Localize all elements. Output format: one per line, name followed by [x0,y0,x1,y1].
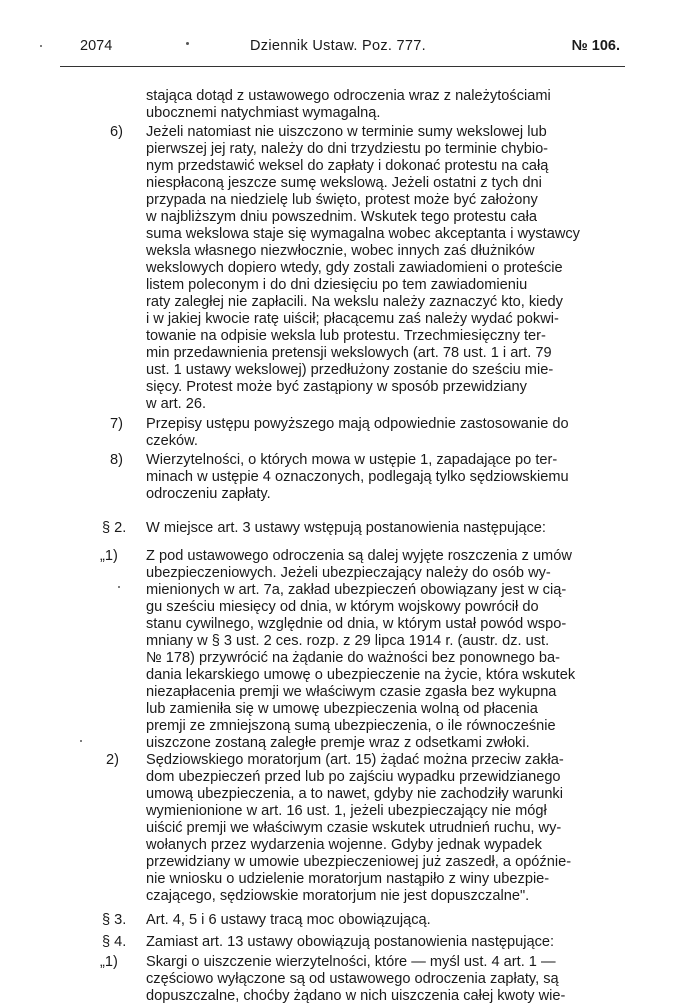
scan-speck [80,740,82,742]
text-line: Przepisy ustępu powyższego mają odpowiednie zastosowanie do [146,416,569,432]
text-line: w art. 26. [146,396,207,412]
section-text: Zamiast art. 13 ustawy obowiązują postanowienia następujące: [146,934,555,950]
text-line: umową ubezpieczenia, a to nawet, gdyby nie zachodziły warunki [146,786,563,802]
text-line: minach w ustępie 4 oznaczonych, podlegają tylko sędziowskiemu [146,469,569,485]
text-line: częściowo wyłączone są od ustawowego odroczenia zapłaty, są [146,971,559,987]
text-line: raty zaległej nie zapłacili. Na wekslu należy zaznaczyć kto, kiedy [146,294,563,310]
section-text: W miejsce art. 3 ustawy wstępują postanowienia następujące: [146,520,546,536]
text-line: Sędziowskiego moratorjum (art. 15) żądać można przeciw zakła- [146,752,564,768]
section-text: Art. 4, 5 i 6 ustawy tracą moc obowiązującą. [146,912,431,928]
text-line: i w jakiej kwocie ratę uiścił; płacącemu zaś należy wydać pokwi- [146,311,559,327]
item-number: 7) [110,416,123,432]
text-line: stająca dotąd z ustawowego odroczenia wraz z należytościami [146,88,551,104]
text-line: czającego, sędziowskie moratorjum nie jest dopuszczalne". [146,888,530,904]
text-line: w najbliższym dniu powszednim. Wskutek tego protestu cała [146,209,537,225]
text-line: № 178) przywrócić na żądanie do ważności bez ponownego ba- [146,650,560,666]
text-line: mienionych w art. 7a, zakład ubezpieczeń obowiązany jest w cią- [146,582,567,598]
page-number: 2074 [80,38,113,54]
text-line: uiszczone zostaną zaległe premje wraz z odsetkami zwłoki. [146,735,530,751]
text-line: ust. 1 ustawy wekslowej) przedłużony zostanie do sześciu mie- [146,362,554,378]
text-line: uiścić premji we właściwym czasie wskutek utrudnień ruchu, wy- [146,820,562,836]
text-line: dania lekarskiego umowę o ubezpieczenie na życie, która wskutek [146,667,576,683]
text-line: lub zamieniła się w umowę ubezpieczenia wolną od płacenia [146,701,538,717]
item-number: 6) [110,124,123,140]
item-number: 8) [110,452,123,468]
text-line: min przedawnienia pretensji wekslowych (art. 78 ust. 1 i art. 79 [146,345,552,361]
item-number: „1) [100,954,118,970]
text-line: stanu cywilnego, względnie od dnia, w którym ustał powód wspo- [146,616,567,632]
page-header [80,38,620,60]
text-line: przewidziany w umowie ubezpieczeniowej już zaszedł, a opóźnie- [146,854,572,870]
text-line: listem poleconym i do dni dziesięciu po tem zawiadomieniu [146,277,528,293]
text-line: wołanych przez wydarzenia wojenne. Gdyby jednak wypadek [146,837,542,853]
text-line: wymienionione w art. 16 ust. 1, jeżeli ubezpieczający nie mógł [146,803,547,819]
text-line: nie wniosku o udzielenie moratorjum nastąpiło z winy ubezpie- [146,871,550,887]
header-rule [60,66,625,67]
text-line: Wierzytelności, o których mowa w ustępie 1, zapadające po ter- [146,452,558,468]
scan-speck [118,586,120,588]
text-line: wekslowych dopiero wtedy, gdy zostali zawiadomieni o proteście [146,260,563,276]
item-number: „1) [100,548,118,564]
text-line: Z pod ustawowego odroczenia są dalej wyjęte roszczenia z umów [146,548,572,564]
section-label: § 3. [102,912,127,928]
text-line: niezapłacenia premji we właściwym czasie zgasła bez wykupna [146,684,557,700]
journal-title: Dziennik Ustaw. Poz. 777. [250,38,426,54]
text-line: premji ze zmniejszoną sumą ubezpieczenia, o ile równocześnie [146,718,556,734]
text-line: nym przedstawić weksel do zapłaty i dokonać protestu na całą [146,158,549,174]
text-line: pierwszej jej raty, należy do dni trzydziestu po terminie chybio- [146,141,549,157]
text-line: ubocznemi natychmiast wymagalną. [146,105,381,121]
text-line: Skargi o uiszczenie wierzytelności, które — myśl ust. 4 art. 1 — [146,954,556,970]
scan-speck [186,42,189,45]
text-line: dom ubezpieczeń przed lub po zajściu wypadku przewidzianego [146,769,561,785]
text-line: gu sześciu miesięcy od dnia, w którym wojskowy powrócił do [146,599,539,615]
text-line: weksla własnego niezwłocznie, wobec innych zaś dłużników [146,243,535,259]
text-line: sięcy. Protest może być zastąpiony w sposób przewidziany [146,379,527,395]
text-line: towanie na odpisie weksla lub protestu. Trzechmiesięczny ter- [146,328,546,344]
text-line: mniany w § 3 ust. 2 ces. rozp. z 29 lipca 1914 r. (austr. dz. ust. [146,633,550,649]
text-line: czeków. [146,433,198,449]
scan-speck [40,45,42,47]
section-label: § 2. [102,520,127,536]
text-line: ubezpieczeniowych. Jeżeli ubezpieczający należy do osób wy- [146,565,551,581]
text-line: niespłaconą jeszcze sumę wekslową. Jeżeli ostatni z tych dni [146,175,542,191]
text-line: dopuszczalne, choćby żądano w nich uiszczenia całej kwoty wie- [146,988,566,1004]
text-line: odroczeniu zapłaty. [146,486,271,502]
issue-number: № 106. [571,38,620,54]
item-number: 2) [106,752,119,768]
text-line: przypada na niedzielę lub święto, protest może być założony [146,192,538,208]
text-line: suma wekslowa staje się wymagalna wobec akceptanta i wystawcy [146,226,580,242]
section-label: § 4. [102,934,127,950]
text-line: Jeżeli natomiast nie uiszczono w terminie sumy wekslowej lub [146,124,547,140]
